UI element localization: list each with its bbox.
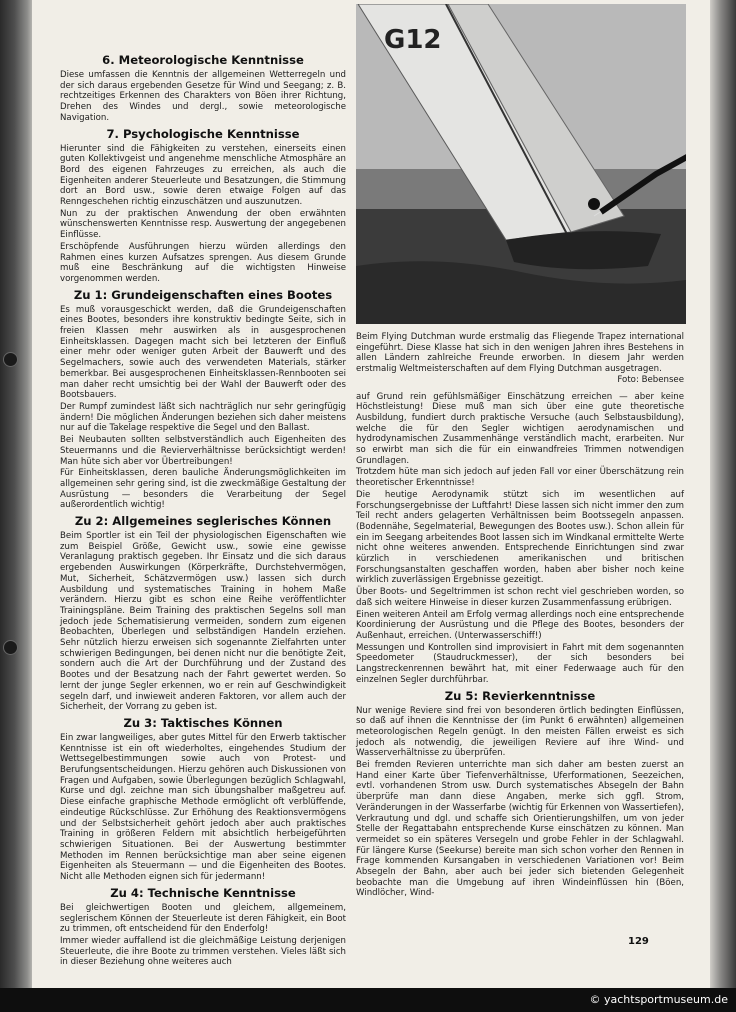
- paragraph: Nur wenige Reviere sind frei von besonderen örtlich bedingten Einflüssen, so daß auf ihnen die Kenntnisse der (im Punkt 6 erwähnten) allgemeinen meteorologischen Regeln genügt. In den meisten Fällen erweist es sich jedoch als notwendig, die jeweiligen Reviere auf ihre Wind- und Wasserverhältnisse zu überprüfen.: [356, 705, 684, 759]
- heading-meteorologische-kenntnisse: 6. Meteorologische Kenntnisse: [102, 53, 304, 67]
- heading-seglerisches-koennen: Zu 2: Allgemeines seglerisches Können: [74, 514, 332, 529]
- hull: [506, 231, 661, 269]
- paragraph: Für Einheitsklassen, deren bauliche Änderungsmöglichkeiten im allgemeinen sehr gering sind, ist die zweckmäßige Gestaltung der Ausrüstung — besonders die Verarbeitung der Segel außerordentlich wichtig!: [60, 468, 346, 511]
- paragraph: Bei gleichwertigen Booten und gleichem, allgemeinem, seglerischem Können der Steuerleute ist deren Fähigkeit, ein Boot zu trimmen, oft entscheidend für den Enderfolg!: [60, 902, 346, 935]
- photo-credit: Foto: Bebensee: [617, 374, 684, 385]
- heading-revierkenntnisse: Zu 5: Revierkenntnisse: [444, 688, 596, 703]
- binding-hole: [3, 352, 18, 367]
- paragraph: Hierunter sind die Fähigkeiten zu verstehen, einerseits einen guten Kollektivgeist und angenehme menschliche Atmosphäre an Bord des eigenen Fahrzeuges zu erreichen, als auch die Eigenheiten anderer Steuerleute und Besatzungen, die Stimmung dort an Bord usw., sowie deren etwaige Folgen auf das Renngeschehen richtig einzuschätzen und auszunutzen.: [60, 143, 346, 208]
- paragraph: Bei fremden Revieren unterrichte man sich daher am besten zuerst an Hand einer Karte über Tiefenverhältnisse, Uferformationen, Seezeichen, evtl. vorhandenen Strom usw. Durch systematisches Absegeln der Bahn überprüfe man dann diese Angaben, merke sich ggfl. Strom, Veränderungen in der Wasserfarbe (wichtig für Erkennen von Wassertiefen), Verkrautung und dgl. und schaffe sich Orientierungshilfen, um von jeder Stelle der Regattabahn entsprechende Kurse einschätzen zu können. Man vermeidet so ein späteres Versegeln und grobe Fehler in der Schlagwahl. Für längere Kurse (Seekurse) bereite man sich schon vorher den Rennen in Frage kommenden Kursangaben in verschiedenen Variationen vor! Beim Absegeln der Bahn, aber auch bei jeder sich bietenden Gelegenheit beobachte man die Umgebung auf ihren Windeinflüssen hin (Böen, Windlöcher, Wind-: [356, 760, 684, 899]
- binding-hole: [3, 640, 18, 655]
- heading-grundeigenschaften: Zu 1: Grundeigenschaften eines Bootes: [73, 287, 333, 302]
- book-page: [32, 0, 710, 988]
- paragraph: Die heutige Aerodynamik stützt sich im wesentlichen auf Forschungsergebnisse der Luftfahrt! Diese lassen sich nicht immer den zum Teil recht anders gelagerten Verhältnissen beim Bootssegeln anpassen. (Bodennähe, Segelmaterial, Bewegungen des Bootes usw.). Schon allein für ein im Seegang arbeitendes Boot lassen sich im Windkanal ermittelte Werte nicht ohne weiteres anwenden. Entsprechende Einrichtungen sind zwar kürzlich in verschiedenen amerikanischen und britischen Forschungsanstalten geschaffen worden, haben aber bisher noch keine wirklich zuverlässigen Ergebnisse gezeitigt.: [356, 489, 684, 586]
- book-gutter-left: [0, 0, 32, 1012]
- helmsman: [588, 198, 600, 210]
- right-column: [356, 332, 684, 900]
- book-gutter-right: [710, 0, 736, 988]
- sail-number: G12: [384, 25, 442, 55]
- paragraph: Ein zwar langweiliges, aber gutes Mittel für den Erwerb taktischer Kenntnisse ist ein oft wiederholtes, eingehendes Studium der Wettsegelbestimmungen sowie auch von Protest- und Berufungsentscheidungen. Hierzu gehören auch Diskussionen von Fragen und Aufgaben, sowie Überlegungen bezüglich Schlagwahl, Kurse und dgl. zeichne man sich übungshalber maßgetreu auf. Diese einfache graphische Methode ermöglicht oft verblüffende, eindeutige Rückschlüsse. Zur Erhöhung des Reaktionsvermögens und der Selbstsicherheit gehört jedoch aber auch praktisches Training in größeren Feldern mit absichtlich herbeigeführten schwierigen Situationen. Bei der Auswertung bestimmter Methoden im Rennen berücksichtige man aber seine eigenen Eigenheiten als Steuermann — und die Eigenheiten des Bootes. Nicht alle Methoden eignen sich für jedermann!: [60, 732, 346, 883]
- paragraph: Nun zu der praktischen Anwendung der oben erwähnten wünschenswerten Kenntnisse resp. Auswertung der angegebenen Einflüsse.: [60, 208, 346, 241]
- paragraph: Bei Neubauten sollten selbstverständlich auch Eigenheiten des Steuermanns und die Revierverhältnisse berücksichtigt werden! Man hüte sich aber vor Übertreibungen!: [60, 435, 346, 467]
- paragraph: Beim Sportler ist ein Teil der physiologischen Eigenschaften wie zum Beispiel Größe, Gewicht usw., sowie eine gewisse Veranlagung praktisch gegeben. Ihr Einsatz und die sich daraus ergebenden Auswirkungen (Körperkräfte, Durchstehvermögen, Mut, Sicherheit, Schätzvermögen usw.) lassen sich durch Ausbildung und systematisches Training in hohem Maße verändern. Hierzu gibt es schon eine Reihe veröffentlichter Trainingspläne. Beim Training des praktischen Segelns soll man jedoch jede Schematisierung vermeiden, sondern zum eigenen Beobachten, Überlegen und selbständigen Handeln erziehen. Sehr nützlich hierzu erweisen sich sogenannte Zielfahrten unter schwierigen Bedingungen, bei denen nicht nur die benötigte Zeit, sondern auch die Art der Durchführung und der Zustand des Bootes und der Besatzung nach der Fahrt gewertet werden. So lernt der junge Segler erkennen, wo er rein auf Geschwindigkeit segeln darf, und inwieweit anderen Faktoren, vor allem auch der Sicherheit, der Vorrang zu geben ist.: [60, 531, 346, 713]
- paragraph: Diese umfassen die Kenntnis der allgemeinen Wetterregeln und der sich daraus ergebenden Gesetze für Wind und Seegang; z. B. rechtzeitiges Erkennen des Charakters von Böen ihrer Richtung, Drehen des Windes und dergl., sowie meteorologische Navigation.: [60, 70, 346, 123]
- paragraph: Immer wieder auffallend ist die gleichmäßige Leistung derjenigen Steuerleute, die ihre Boote zu trimmen verstehen. Vieles läßt sich in dieser Beziehung ohne weiteres auch: [60, 935, 346, 968]
- paragraph: auf Grund rein gefühlsmäßiger Einschätzung erreichen — aber keine Höchstleistung! Diese muß man sich über eine gute theoretische Ausbildung, fundiert durch praktische Versuche (auch Selbstausbildung), welche die für den Segler wichtigen aerodynamischen und hydrodynamischen Zusammenhänge verständlich macht, erarbeiten. Nur so erwirbt man sich die für ein einwandfreies Trimmen notwendigen Grundlagen.: [356, 391, 684, 466]
- heading-technische-kenntnisse: Zu 4: Technische Kenntnisse: [110, 885, 296, 900]
- paragraph: Der Rumpf zumindest läßt sich nachträglich nur sehr geringfügig ändern! Die möglichen Änderungen beziehen sich daher meistens nur auf die Takelage respektive die Segel und den Ballast.: [60, 401, 346, 434]
- paragraph: Erschöpfende Ausführungen hierzu würden allerdings den Rahmen eines kurzen Aufsatzes sprengen. Aus diesem Grunde muß eine Beschränkung auf die wichtigsten Hinweise vorgenommen werden.: [60, 241, 346, 284]
- left-column: [60, 50, 346, 969]
- photo-caption: [356, 332, 684, 386]
- heading-psychologische-kenntnisse: 7. Psychologische Kenntnisse: [106, 126, 300, 141]
- paragraph: Einen weiteren Anteil am Erfolg vermag allerdings noch eine entsprechende Koordinierung der Ausrüstung und die Pflege des Bootes, besonders der Außenhaut, erreichen. (Unterwasserschiff!): [356, 609, 684, 641]
- paragraph: Über Boots- und Segeltrimmen ist schon recht viel geschrieben worden, so daß sich weitere Hinweise in dieser kurzen Zusammenfassung erübrigen.: [356, 587, 684, 608]
- sailing-dinghy-photo: [356, 4, 686, 324]
- heading-taktisches-koennen: Zu 3: Taktisches Können: [123, 715, 283, 730]
- paragraph: Trotzdem hüte man sich jedoch auf jeden Fall vor einer Überschätzung rein theoretischer Erkenntnisse!: [356, 467, 684, 489]
- paragraph: Es muß vorausgeschickt werden, daß die Grundeigenschaften eines Bootes, besonders ihre konstruktiv bedingte Seite, sich in freien Klassen mehr auswirken als in ausgesprochenen Einheitsklassen. Dagegen macht sich bei letzteren der Einfluß einer mehr oder weniger guten Arbeit der Bauwerft und des Segelmachers, sowie auch des verwendeten Materials, stärker bemerkbar. Bei ausgesprochenen Einheitsklassen-Rennbooten sei man daher recht umsichtig bei der Wahl der Bauwerft oder des Bootsbauers.: [60, 304, 346, 401]
- page-number: 129: [628, 936, 649, 947]
- watermark: © yachtsportmuseum.de: [589, 993, 728, 1006]
- photo-illustration: [356, 4, 686, 324]
- caption-text: Beim Flying Dutchman wurde erstmalig das Fliegende Trapez international eingeführt. Diese Klasse hat sich in den wenigen Jahren ihres Bestehens in allen Ländern zahlreiche Freunde erworben. In diesem Jahr werden erstmalig Weltmeisterschaften auf dem Flying Dutchman ausgetragen.: [356, 332, 684, 375]
- paragraph: Messungen und Kontrollen sind improvisiert in Fahrt mit dem sogenannten Speedometer (Staudruckmesser), der sich besonders bei Langstreckenrennen bewährt hat, mit einer Federwaage auch für den einzelnen Segler durchführbar.: [356, 642, 684, 685]
